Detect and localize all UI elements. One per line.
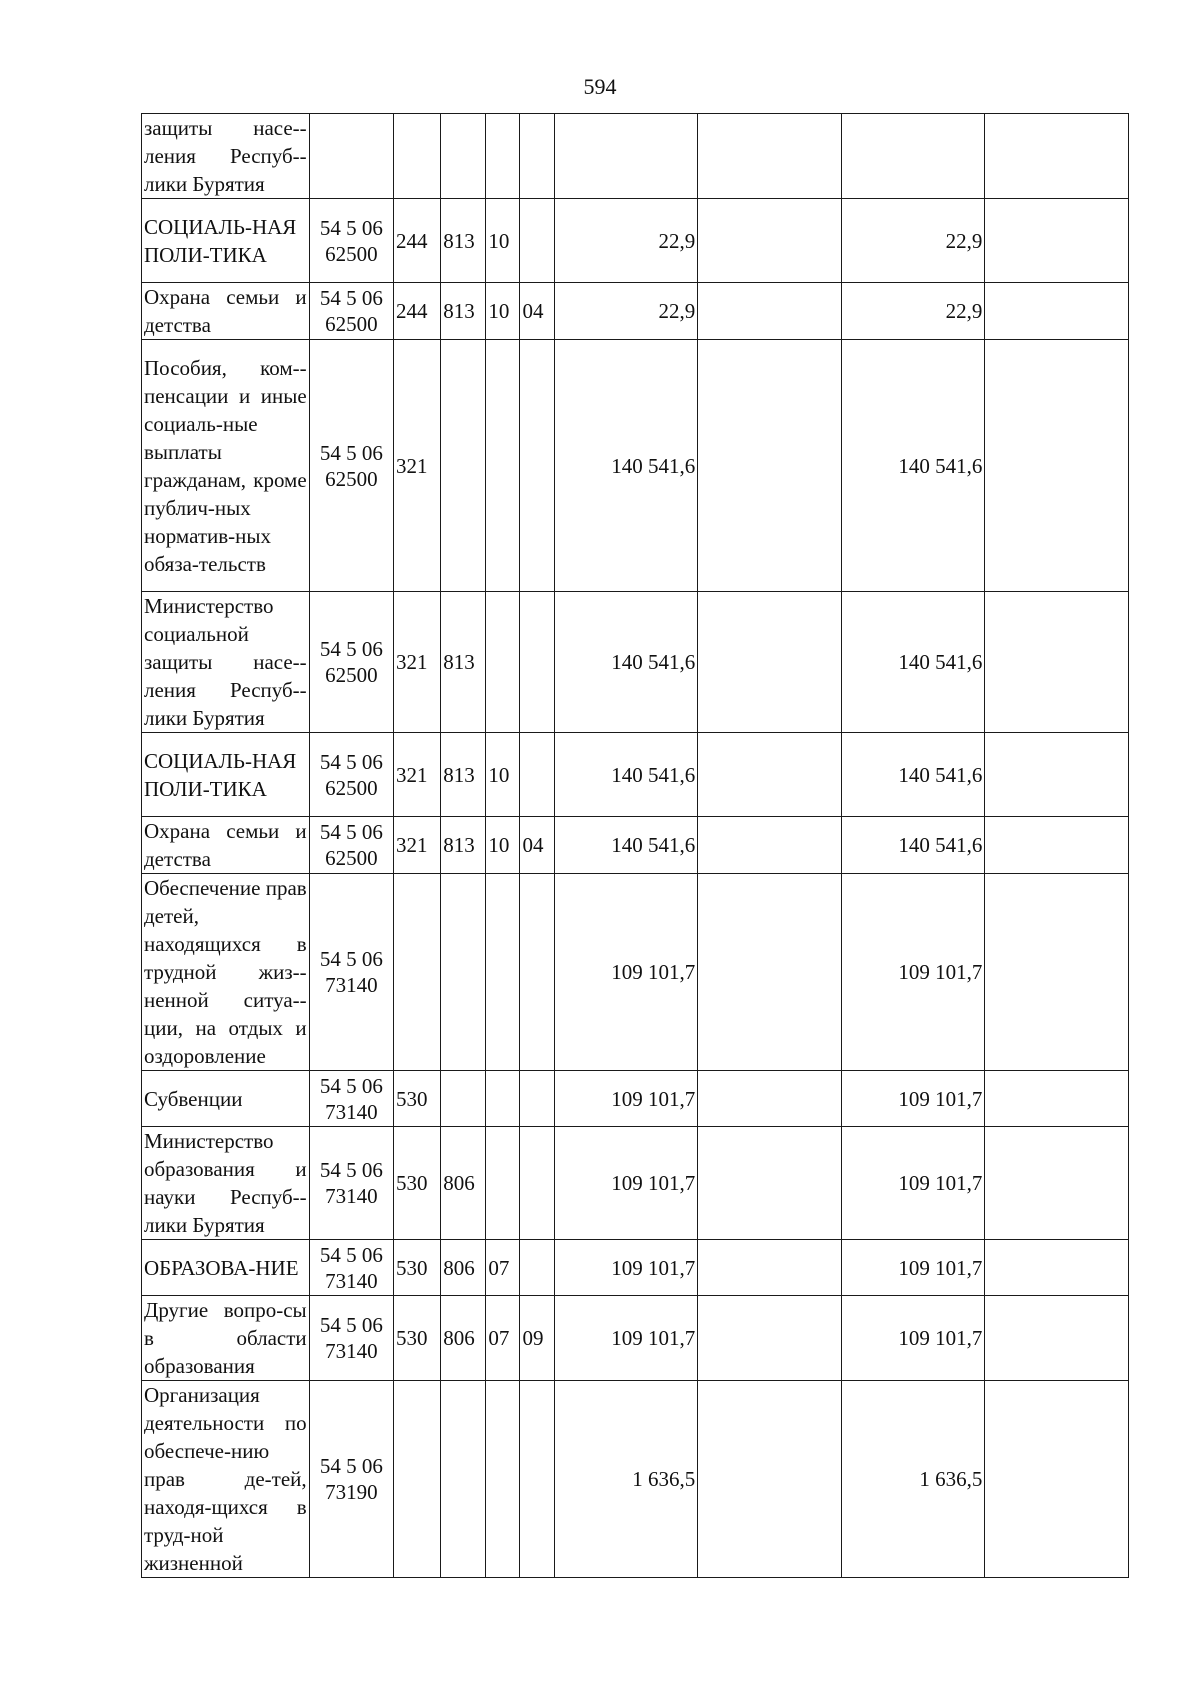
table-row: [142, 283, 1129, 340]
amount-total-cell: 140 541,6: [554, 733, 698, 817]
subsection-code-cell: [520, 114, 554, 199]
amount-empty-cell: [698, 1381, 842, 1578]
amount-empty-cell: [698, 199, 842, 283]
amount-empty-cell: [698, 1071, 842, 1127]
subsection-code-cell: [520, 1240, 554, 1296]
target-code-cell: 54 5 06 73140: [309, 874, 393, 1071]
table-row: [142, 592, 1129, 733]
amount-regional-cell: 22,9: [841, 283, 985, 340]
amount-empty-cell: [985, 1240, 1129, 1296]
amount-regional-cell: 140 541,6: [841, 733, 985, 817]
subsection-code-cell: [520, 1381, 554, 1578]
section-code-cell: 10: [486, 817, 520, 874]
table-row: [142, 1071, 1129, 1127]
row-name-cell: Организация деятельности по обеспече-нию прав де-тей, находя-щихся в труд-ной жизненной: [142, 1381, 310, 1578]
expense-type-cell: 321: [394, 817, 441, 874]
expense-type-cell: 530: [394, 1071, 441, 1127]
target-code-cell: 54 5 06 62500: [309, 283, 393, 340]
table-row: [142, 340, 1129, 592]
subsection-code-cell: [520, 733, 554, 817]
amount-empty-cell: [985, 817, 1129, 874]
target-code-cell: 54 5 06 73140: [309, 1296, 393, 1381]
subsection-code-cell: [520, 1127, 554, 1240]
table-row: [142, 733, 1129, 817]
section-code-cell: [486, 1381, 520, 1578]
section-code-cell: 10: [486, 199, 520, 283]
target-code-cell: 54 5 06 62500: [309, 817, 393, 874]
ministry-code-cell: 813: [441, 199, 486, 283]
amount-total-cell: 22,9: [554, 199, 698, 283]
amount-regional-cell: 109 101,7: [841, 1296, 985, 1381]
subsection-code-cell: 04: [520, 817, 554, 874]
row-name-cell: Субвенции: [142, 1071, 310, 1127]
expense-type-cell: [394, 874, 441, 1071]
expense-type-cell: 530: [394, 1240, 441, 1296]
amount-total-cell: 1 636,5: [554, 1381, 698, 1578]
amount-total-cell: 109 101,7: [554, 1127, 698, 1240]
amount-total-cell: 109 101,7: [554, 874, 698, 1071]
ministry-code-cell: 813: [441, 733, 486, 817]
row-name-cell: защиты насе-ления Респуб-лики Бурятия: [142, 114, 310, 199]
section-code-cell: 10: [486, 283, 520, 340]
row-name-cell: Обеспечение прав детей, находящихся в трудной жиз-ненной ситуа-ции, на отдых и оздоровление: [142, 874, 310, 1071]
ministry-code-cell: 813: [441, 592, 486, 733]
amount-regional-cell: 109 101,7: [841, 1071, 985, 1127]
target-code-cell: 54 5 06 73140: [309, 1071, 393, 1127]
table-row: [142, 199, 1129, 283]
amount-total-cell: 140 541,6: [554, 817, 698, 874]
amount-empty-cell: [985, 340, 1129, 592]
subsection-code-cell: 04: [520, 283, 554, 340]
amount-empty-cell: [985, 199, 1129, 283]
table-row: [142, 1296, 1129, 1381]
table-body: [142, 114, 1129, 1578]
target-code-cell: 54 5 06 62500: [309, 733, 393, 817]
table-row: [142, 114, 1129, 199]
ministry-code-cell: [441, 114, 486, 199]
amount-regional-cell: 109 101,7: [841, 1240, 985, 1296]
amount-empty-cell: [698, 283, 842, 340]
target-code-cell: 54 5 06 62500: [309, 199, 393, 283]
amount-regional-cell: [841, 114, 985, 199]
table-row: [142, 874, 1129, 1071]
expense-type-cell: 321: [394, 340, 441, 592]
target-code-cell: 54 5 06 73140: [309, 1127, 393, 1240]
ministry-code-cell: [441, 1071, 486, 1127]
target-code-cell: 54 5 06 62500: [309, 592, 393, 733]
amount-empty-cell: [985, 592, 1129, 733]
amount-empty-cell: [985, 733, 1129, 817]
ministry-code-cell: 813: [441, 817, 486, 874]
amount-empty-cell: [985, 283, 1129, 340]
row-name-cell: ОБРАЗОВА-НИЕ: [142, 1240, 310, 1296]
expense-type-cell: [394, 1381, 441, 1578]
amount-total-cell: 22,9: [554, 283, 698, 340]
amount-empty-cell: [985, 1071, 1129, 1127]
ministry-code-cell: 806: [441, 1296, 486, 1381]
budget-table: [141, 113, 1129, 1578]
section-code-cell: 07: [486, 1240, 520, 1296]
ministry-code-cell: [441, 874, 486, 1071]
amount-regional-cell: 22,9: [841, 199, 985, 283]
amount-regional-cell: 109 101,7: [841, 1127, 985, 1240]
amount-total-cell: 109 101,7: [554, 1296, 698, 1381]
subsection-code-cell: 09: [520, 1296, 554, 1381]
amount-empty-cell: [698, 340, 842, 592]
amount-total-cell: 109 101,7: [554, 1071, 698, 1127]
amount-total-cell: 140 541,6: [554, 340, 698, 592]
row-name-cell: Пособия, ком-пенсации и иные социаль-ные выплаты гражданам, кроме публич-ных норматив-ных обяза-тельств: [142, 340, 310, 592]
ministry-code-cell: 813: [441, 283, 486, 340]
ministry-code-cell: 806: [441, 1240, 486, 1296]
section-code-cell: [486, 340, 520, 592]
section-code-cell: [486, 1071, 520, 1127]
amount-regional-cell: 140 541,6: [841, 817, 985, 874]
target-code-cell: [309, 114, 393, 199]
expense-type-cell: 244: [394, 283, 441, 340]
amount-empty-cell: [698, 1240, 842, 1296]
ministry-code-cell: [441, 1381, 486, 1578]
amount-total-cell: 140 541,6: [554, 592, 698, 733]
section-code-cell: [486, 1127, 520, 1240]
row-name-cell: Охрана семьи и детства: [142, 817, 310, 874]
amount-empty-cell: [698, 114, 842, 199]
subsection-code-cell: [520, 199, 554, 283]
row-name-cell: СОЦИАЛЬ-НАЯ ПОЛИ-ТИКА: [142, 199, 310, 283]
section-code-cell: [486, 592, 520, 733]
amount-empty-cell: [698, 592, 842, 733]
table-row: [142, 817, 1129, 874]
expense-type-cell: 321: [394, 733, 441, 817]
amount-empty-cell: [985, 1296, 1129, 1381]
amount-empty-cell: [698, 817, 842, 874]
amount-empty-cell: [698, 874, 842, 1071]
amount-empty-cell: [698, 1296, 842, 1381]
table-row: [142, 1381, 1129, 1578]
amount-regional-cell: 1 636,5: [841, 1381, 985, 1578]
row-name-cell: Министерство социальной защиты насе-ления Респуб-лики Бурятия: [142, 592, 310, 733]
row-name-cell: Министерство образования и науки Респуб-лики Бурятия: [142, 1127, 310, 1240]
expense-type-cell: 530: [394, 1296, 441, 1381]
page-number: 594: [583, 74, 617, 99]
expense-type-cell: 244: [394, 199, 441, 283]
row-name-cell: Охрана семьи и детства: [142, 283, 310, 340]
table-row: [142, 1240, 1129, 1296]
row-name-cell: СОЦИАЛЬ-НАЯ ПОЛИ-ТИКА: [142, 733, 310, 817]
subsection-code-cell: [520, 874, 554, 1071]
target-code-cell: 54 5 06 62500: [309, 340, 393, 592]
ministry-code-cell: [441, 340, 486, 592]
target-code-cell: 54 5 06 73140: [309, 1240, 393, 1296]
target-code-cell: 54 5 06 73190: [309, 1381, 393, 1578]
subsection-code-cell: [520, 1071, 554, 1127]
amount-empty-cell: [985, 874, 1129, 1071]
section-code-cell: 10: [486, 733, 520, 817]
section-code-cell: [486, 114, 520, 199]
section-code-cell: 07: [486, 1296, 520, 1381]
row-name-cell: Другие вопро-сы в области образования: [142, 1296, 310, 1381]
subsection-code-cell: [520, 592, 554, 733]
table-row: [142, 1127, 1129, 1240]
amount-empty-cell: [985, 114, 1129, 199]
section-code-cell: [486, 874, 520, 1071]
amount-empty-cell: [698, 1127, 842, 1240]
amount-empty-cell: [985, 1381, 1129, 1578]
amount-regional-cell: 109 101,7: [841, 874, 985, 1071]
amount-empty-cell: [698, 733, 842, 817]
expense-type-cell: [394, 114, 441, 199]
amount-total-cell: [554, 114, 698, 199]
expense-type-cell: 321: [394, 592, 441, 733]
amount-regional-cell: 140 541,6: [841, 592, 985, 733]
subsection-code-cell: [520, 340, 554, 592]
amount-empty-cell: [985, 1127, 1129, 1240]
ministry-code-cell: 806: [441, 1127, 486, 1240]
amount-total-cell: 109 101,7: [554, 1240, 698, 1296]
amount-regional-cell: 140 541,6: [841, 340, 985, 592]
expense-type-cell: 530: [394, 1127, 441, 1240]
